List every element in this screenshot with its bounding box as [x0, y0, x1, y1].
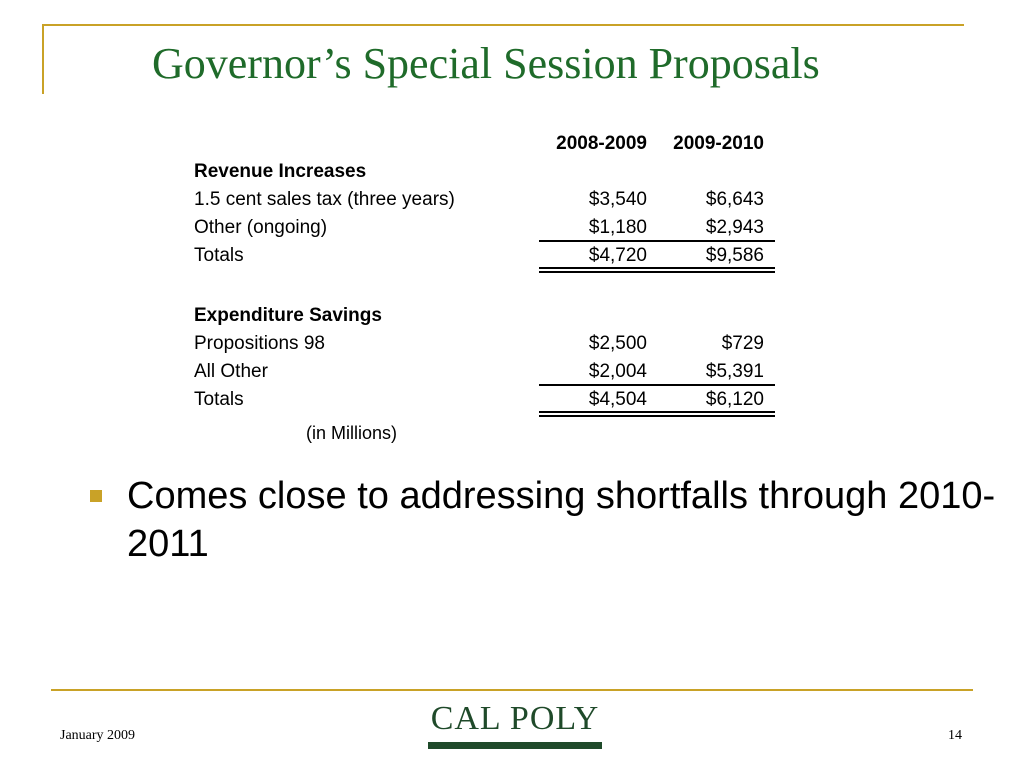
table-row	[194, 358, 784, 386]
table-row-total	[194, 242, 784, 270]
bullet-text: Comes close to addressing shortfalls through 2010-2011	[127, 475, 996, 565]
cell-2009-2010: $6,643	[705, 189, 764, 210]
section-heading-row	[194, 302, 784, 330]
budget-table	[194, 130, 784, 414]
table-row	[194, 330, 784, 358]
cal-poly-logo	[420, 700, 610, 754]
cell-2008-2009: $2,004	[588, 361, 647, 382]
page-number: 14	[948, 728, 962, 743]
bullet-square-icon	[90, 490, 102, 502]
section-heading-row	[194, 158, 784, 186]
cell-2008-2009: $4,504	[588, 389, 647, 410]
expenditure-heading: Expenditure Savings	[194, 305, 382, 326]
cell-2008-2009: $2,500	[588, 333, 647, 354]
cell-2009-2010: $2,943	[705, 217, 764, 238]
spacer-row	[194, 270, 784, 298]
logo-wordmark: CAL POLY	[430, 700, 600, 737]
cell-2008-2009: $4,720	[588, 245, 647, 266]
slide-title: Governor’s Special Session Proposals	[152, 39, 820, 88]
row-label: Totals	[194, 389, 244, 410]
cell-2009-2010: $5,391	[705, 361, 764, 382]
cell-2008-2009: $1,180	[588, 217, 647, 238]
cell-2009-2010: $729	[721, 333, 764, 354]
row-label: All Other	[194, 361, 268, 382]
table-header-row	[194, 130, 784, 158]
table-row-total	[194, 386, 784, 414]
row-label: Totals	[194, 245, 244, 266]
row-label: 1.5 cent sales tax (three years)	[194, 189, 455, 210]
total-double-rule	[539, 411, 775, 417]
row-label: Propositions 98	[194, 333, 325, 354]
cell-2009-2010: $9,586	[705, 245, 764, 266]
footer-date: January 2009	[60, 728, 136, 743]
frame-left-rule	[42, 24, 44, 94]
table-row	[194, 186, 784, 214]
logo-underbar	[428, 742, 602, 749]
frame-top-rule	[42, 24, 964, 26]
units-note: (in Millions)	[306, 423, 398, 443]
table-row	[194, 214, 784, 242]
column-header: 2008-2009	[556, 133, 647, 154]
row-label: Other (ongoing)	[194, 217, 328, 238]
footer-rule	[51, 689, 973, 691]
cell-2008-2009: $3,540	[588, 189, 647, 210]
revenue-heading: Revenue Increases	[194, 161, 367, 182]
cell-2009-2010: $6,120	[705, 389, 764, 410]
column-header: 2009-2010	[673, 133, 764, 154]
